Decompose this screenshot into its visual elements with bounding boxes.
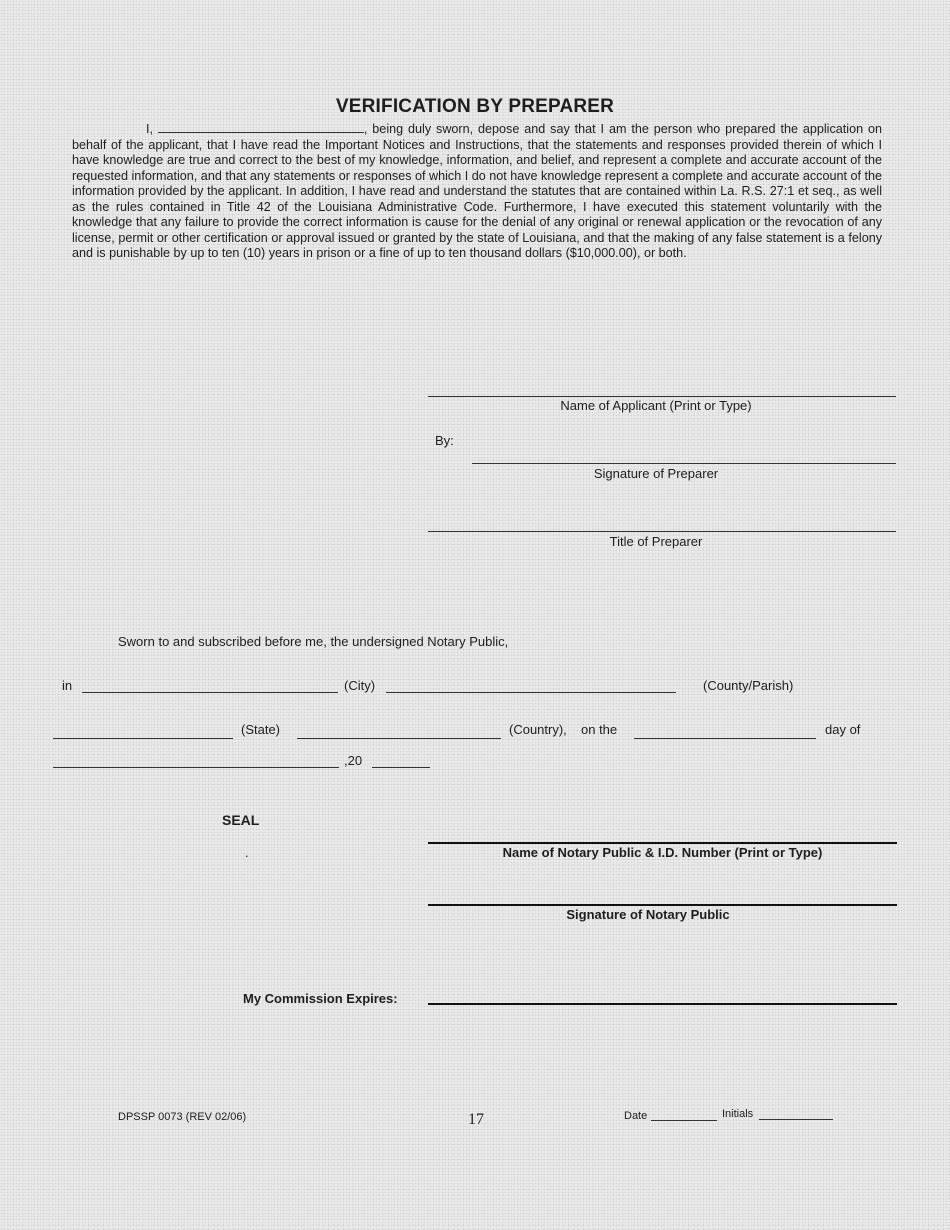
state-blank[interactable] xyxy=(53,738,233,739)
city-blank[interactable] xyxy=(82,692,338,693)
country-label: (Country), xyxy=(509,722,567,737)
form-id: DPSSP 0073 (REV 02/06) xyxy=(118,1111,247,1123)
applicant-name-line[interactable] xyxy=(428,396,896,397)
date-blank[interactable] xyxy=(651,1120,717,1121)
preparer-title-line[interactable] xyxy=(428,531,896,532)
initials-label: Initials xyxy=(722,1108,754,1120)
on-the-label: on the xyxy=(581,722,618,737)
preparer-signature-label: Signature of Preparer xyxy=(593,466,719,481)
by-label: By: xyxy=(435,433,454,448)
applicant-name-label: Name of Applicant (Print or Type) xyxy=(560,398,752,413)
day-of-label: day of xyxy=(825,722,861,737)
preparer-signature-line[interactable] xyxy=(472,463,896,464)
page-title: VERIFICATION BY PREPARER xyxy=(335,96,615,117)
date-label: Date xyxy=(624,1110,648,1122)
statement-text: , being duly sworn, depose and say that I am the person who prepared the application on behalf of the applicant, that I have read the Important Notices and Instructions, that the statements and responses provided therein of which I have knowledge are true and correct to the best of my knowledge, information, and belief, and represent a complete and accurate account of the requested information, and that any statements or responses of which I do not have knowledge represent a complete and accurate account of the information provided by the applicant. In addition, I have read and understand the statutes that are contained within La. R.S. 27:1 et seq., as well as the rules contained in Title 42 of the Louisiana Administrative Code. Furthermore, I have executed this statement voluntarily with the knowledge that any failure to provide the correct information is cause for the denial of any original or renewal application or the revocation of any license, permit or other certification or approval issued or granted by the state of Louisiana, and that the making of any false statement is a felony and is punishable by up to ten (10) years in prison or a fine of up to ten thousand dollars ($10,000.00), or both. xyxy=(72,122,882,260)
initials-blank[interactable] xyxy=(759,1119,833,1120)
in-label: in xyxy=(62,678,73,693)
county-label: (County/Parish) xyxy=(703,678,794,693)
year-prefix-label: ,20 xyxy=(344,753,363,768)
preparer-name-blank[interactable] xyxy=(158,121,364,133)
day-blank[interactable] xyxy=(634,738,816,739)
sworn-text: Sworn to and subscribed before me, the undersigned Notary Public, xyxy=(118,634,509,649)
state-label: (State) xyxy=(241,722,281,737)
country-blank[interactable] xyxy=(297,738,501,739)
month-blank[interactable] xyxy=(53,767,339,768)
statement-prefix: I, xyxy=(146,122,153,136)
year-blank[interactable] xyxy=(372,767,430,768)
notary-name-line[interactable] xyxy=(428,842,897,844)
commission-expires-label: My Commission Expires: xyxy=(243,991,398,1006)
city-label: (City) xyxy=(344,678,376,693)
notary-signature-label: Signature of Notary Public xyxy=(566,907,730,922)
page-number: 17 xyxy=(468,1111,484,1128)
commission-expires-line[interactable] xyxy=(428,1003,897,1005)
seal-dot: . xyxy=(245,845,249,860)
verification-statement xyxy=(72,121,882,262)
notary-name-label: Name of Notary Public & I.D. Number (Print or Type) xyxy=(502,845,823,860)
notary-signature-line[interactable] xyxy=(428,904,897,906)
seal-label: SEAL xyxy=(222,812,260,828)
county-blank[interactable] xyxy=(386,692,676,693)
preparer-title-label: Title of Preparer xyxy=(609,534,703,549)
